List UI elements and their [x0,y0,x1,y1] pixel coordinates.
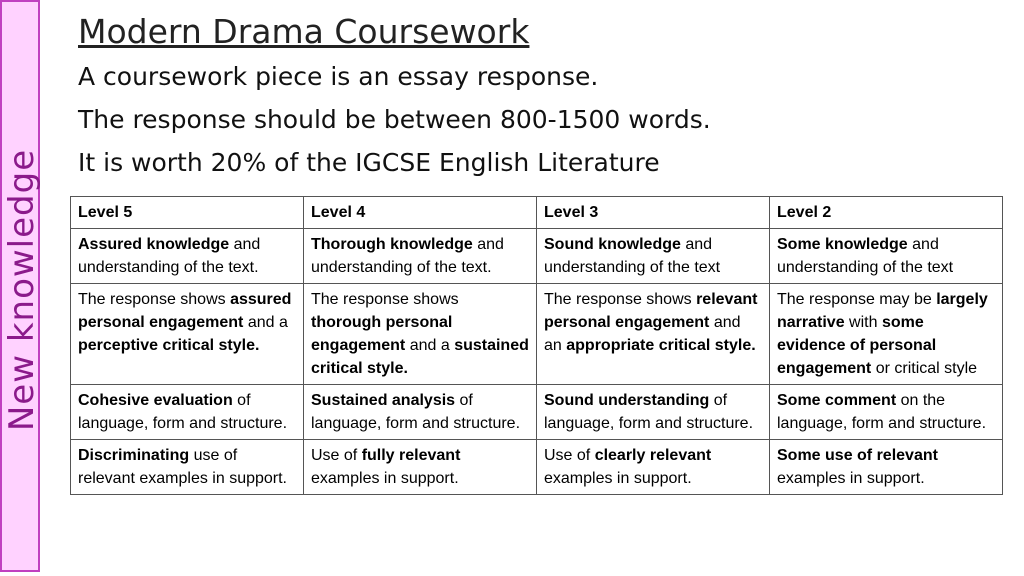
cell-text: Use of [544,447,595,464]
bold-text: assured personal engagement [78,291,292,331]
page-title: Modern Drama Coursework [78,12,530,51]
cell-text: with [844,314,882,331]
cell-text: and understanding of the text. [311,236,504,276]
cell-text: and understanding of the text. [78,236,261,276]
table-body [71,229,1003,495]
bold-text: Some use of relevant [777,447,938,464]
cell-text: examples in support. [777,470,925,487]
cell-text: The response may be [777,291,937,308]
cell-text: or critical style [871,360,978,377]
cell-text: The response shows [311,291,459,308]
bold-text: appropriate critical style. [566,337,756,354]
bold-text: fully relevant [361,447,461,464]
cell-text: and understanding of the text [544,236,721,276]
cell-text: and a [243,314,288,331]
column-header: Level 4 [304,197,537,229]
cell-text: of language, form and structure. [544,392,754,432]
cell-text: use of relevant examples in support. [78,447,287,487]
cell-text: The response shows [78,291,231,308]
bold-text: Cohesive evaluation [78,392,233,409]
bold-text: Discriminating [78,447,190,464]
cell-text: on the language, form and structure. [777,392,987,432]
cell-text: Use of [311,447,362,464]
table-cell [304,440,537,495]
cell-text: and a [405,337,455,354]
bold-text: Sound understanding [544,392,710,409]
bold-text: Sustained analysis [311,392,456,409]
table-cell [537,440,770,495]
table-cell [304,229,537,284]
bold-text: relevant personal engagement [544,291,758,331]
cell-text: of language, form and structure. [311,392,521,432]
table-cell [770,284,1003,385]
cell-text: of language, form and structure. [78,392,288,432]
table-cell [71,284,304,385]
table-row [71,284,1003,385]
table-cell [71,385,304,440]
cell-text: The response shows [544,291,697,308]
cell-text: examples in support. [311,470,459,487]
table-cell [71,229,304,284]
cell-text: and an [544,314,741,354]
table-cell [537,229,770,284]
table-cell [71,440,304,495]
table-row [71,385,1003,440]
bold-text: largely narrative [777,291,988,331]
table-cell [304,284,537,385]
levels-table [70,196,1003,495]
table-cell [770,385,1003,440]
table-cell [537,385,770,440]
bold-text: Thorough knowledge [311,236,473,253]
column-header: Level 3 [537,197,770,229]
side-banner-label: New knowledge [2,148,42,432]
cell-text: examples in support. [544,470,692,487]
table-cell [770,229,1003,284]
header-row [71,197,1003,229]
bold-text: some evidence of personal engagement [777,314,937,377]
table-cell [304,385,537,440]
bold-text: sustained critical style. [311,337,529,377]
bold-text: perceptive critical style. [78,337,260,354]
cell-text: and understanding of the text [777,236,954,276]
bold-text: Some knowledge [777,236,908,253]
table-cell [537,284,770,385]
table-row [71,229,1003,284]
column-header: Level 2 [770,197,1003,229]
intro-line: The response should be between 800-1500 words. [78,105,711,134]
bold-text: thorough personal engagement [311,314,453,354]
table-cell [770,440,1003,495]
table-row [71,440,1003,495]
intro-line: A coursework piece is an essay response. [78,62,599,91]
bold-text: Assured knowledge [78,236,230,253]
side-banner [0,0,40,572]
intro-line: It is worth 20% of the IGCSE English Literature [78,148,660,177]
bold-text: Sound knowledge [544,236,681,253]
bold-text: Some comment [777,392,897,409]
bold-text: clearly relevant [594,447,712,464]
column-header: Level 5 [71,197,304,229]
